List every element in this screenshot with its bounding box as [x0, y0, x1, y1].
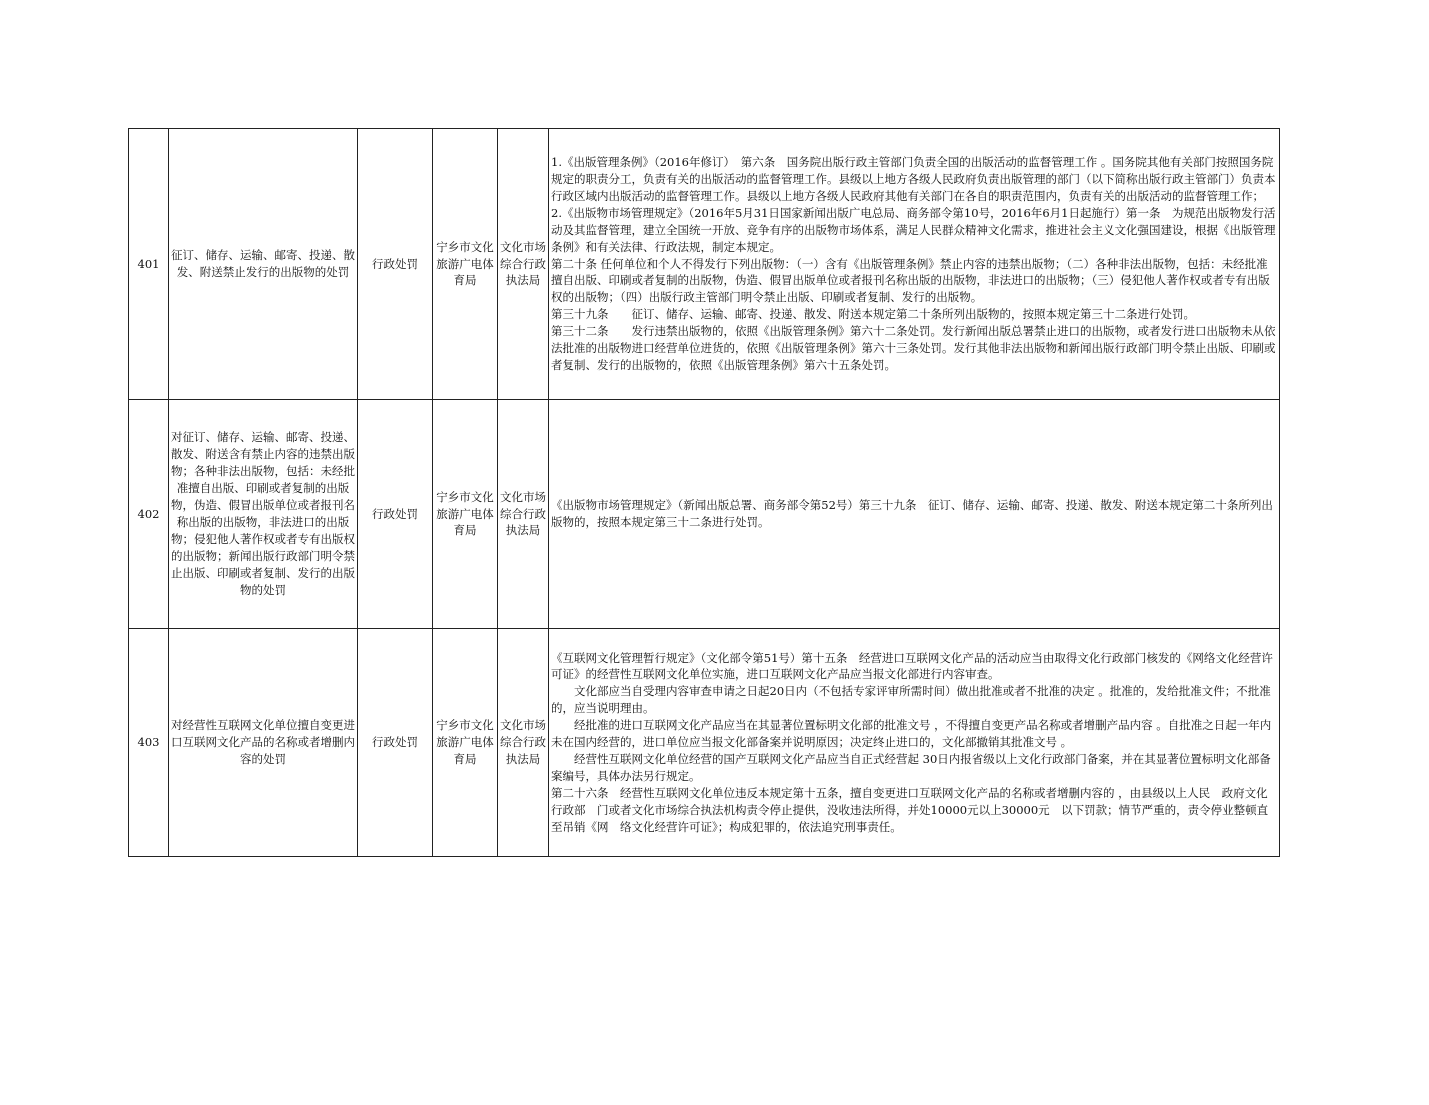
basis-paragraph: 2.《出版物市场管理规定》（2016年5月31日国家新闻出版广电总局、商务部令第10号，2016年6月1日起施行）第一条 为规范出版物发行活动及其监督管理，建立全国统一开放、竞争有序的出版物市场体系，满足人民群众精神文化需求，推进社会主义文化强国建设，根据《出版管理条例》和有关法律、行政法规，制定本规定。: [551, 205, 1276, 254]
responsible-department: 宁乡市文化旅游广电体育局: [433, 629, 498, 857]
legal-basis: [549, 629, 1280, 857]
table-row: [129, 400, 1280, 629]
legal-basis: [549, 400, 1280, 629]
row-number: 401: [129, 129, 169, 400]
responsible-department: 宁乡市文化旅游广电体育局: [433, 400, 498, 629]
basis-paragraph: 文化部应当自受理内容审查申请之日起20日内（不包括专家评审所需时间）做出批准或者不批准的决定 。批准的，发给批准文件；不批准的，应当说明理由。: [551, 684, 1271, 716]
basis-paragraph: 第二十条 任何单位和个人不得发行下列出版物：（一）含有《出版管理条例》禁止内容的违禁出版物；（二）各种非法出版物，包括：未经批准擅自出版、印刷或者复制的出版物，伪造、假冒出版单位或者报刊名称出版的出版物，非法进口的出版物；（三）侵犯他人著作权或者专有出版权的出版物；（四）出版行政主管部门明令禁止出版、印刷或者复制、发行的出版物。: [551, 256, 1270, 305]
basis-paragraph: 经营性互联网文化单位经营的国产互联网文化产品应当自正式经营起 30日内报省级以上文化行政部门备案，并在其显著位置标明文化部备案编号，具体办法另行规定。: [551, 751, 1271, 783]
item-name: 对征订、储存、运输、邮寄、投递、散发、附送含有禁止内容的违禁出版物；各种非法出版物，包括：未经批准擅自出版、印刷或者复制的出版物，伪造、假冒出版单位或者报刊名称出版的出版物，非法进口的出版物；侵犯他人著作权或者专有出版权的出版物；新闻出版行政部门明令禁止出版、印刷或者复制、发行的出版物的处罚: [169, 400, 358, 629]
item-name: 对经营性互联网文化单位擅自变更进口互联网文化产品的名称或者增删内容的处罚: [169, 629, 358, 857]
legal-basis: [549, 129, 1280, 400]
basis-paragraph: 《互联网文化管理暂行规定》（文化部令第51号）第十五条 经营进口互联网文化产品的活动应当由取得文化行政部门核发的《网络文化经营许可证》的经营性互联网文化单位实施，进口互联网文化产品应当报文化部进行内容审查。: [551, 650, 1273, 682]
basis-paragraph: 1.《出版管理条例》（2016年修订） 第六条 国务院出版行政主管部门负责全国的出版活动的监督管理工作 。国务院其他有关部门按照国务院规定的职责分工，负责有关的出版活动的监督管理工作。县级以上地方各级人民政府负责出版管理的部门（以下简称出版行政主管部门）负责本行政区域内出版活动的监督管理工作。县级以上地方各级人民政府其他有关部门在各自的职责范围内，负责有关的出版活动的监督管理工作；: [551, 155, 1276, 203]
item-type: 行政处罚: [358, 400, 433, 629]
basis-paragraph: 第三十二条 发行违禁出版物的，依照《出版管理条例》第六十二条处罚。发行新闻出版总署禁止进口的出版物，或者发行进口出版物未从依法批准的出版物进口经营单位进货的，依照《出版管理条例》第六十三条处罚。发行其他非法出版物和新闻出版行政部门明令禁止出版、印刷或者复制、发行的出版物的，依照《出版管理条例》第六十五条处罚。: [551, 324, 1276, 372]
table-row: [129, 129, 1280, 400]
item-name: 征订、储存、运输、邮寄、投递、散发、附送禁止发行的出版物的处罚: [169, 129, 358, 400]
responsible-department: 宁乡市文化旅游广电体育局: [433, 129, 498, 400]
basis-paragraph: 第二十六条 经营性互联网文化单位违反本规定第十五条，擅自变更进口互联网文化产品的名称或者增删内容的 ，由县级以上人民 政府文化行政部 门或者文化市场综合执法机构责令停止提供，没收违法所得，并处10000元以上30000元 以下罚款；情节严重的，责令停业整顿直至吊销《网 络文化经营许可证》；构成犯罪的，依法追究刑事责任。: [551, 785, 1269, 834]
enforcement-table: [128, 128, 1280, 857]
basis-paragraph: 《出版物市场管理规定》（新闻出版总署、商务部令第52号）第三十九条 征订、储存、运输、邮寄、投递、散发、附送本规定第二十条所列出版物的，按照本规定第三十二条进行处罚。: [551, 498, 1273, 529]
item-type: 行政处罚: [358, 129, 433, 400]
item-type: 行政处罚: [358, 629, 433, 857]
basis-paragraph: 第三十九条 征订、储存、运输、邮寄、投递、散发、附送本规定第二十条所列出版物的，按照本规定第三十二条进行处罚。: [551, 307, 1195, 322]
table-row: [129, 629, 1280, 857]
enforcement-agency: 文化市场综合行政执法局: [498, 129, 549, 400]
row-number: 402: [129, 400, 169, 629]
enforcement-agency: 文化市场综合行政执法局: [498, 400, 549, 629]
basis-paragraph: 经批准的进口互联网文化产品应当在其显著位置标明文化部的批准文号 ，不得擅自变更产品名称或者增删产品内容 。自批准之日起一年内未在国内经营的，进口单位应当报文化部备案并说明原因；决定终止进口的，文化部撤销其批准文号 。: [551, 718, 1272, 750]
enforcement-agency: 文化市场综合行政执法局: [498, 629, 549, 857]
row-number: 403: [129, 629, 169, 857]
